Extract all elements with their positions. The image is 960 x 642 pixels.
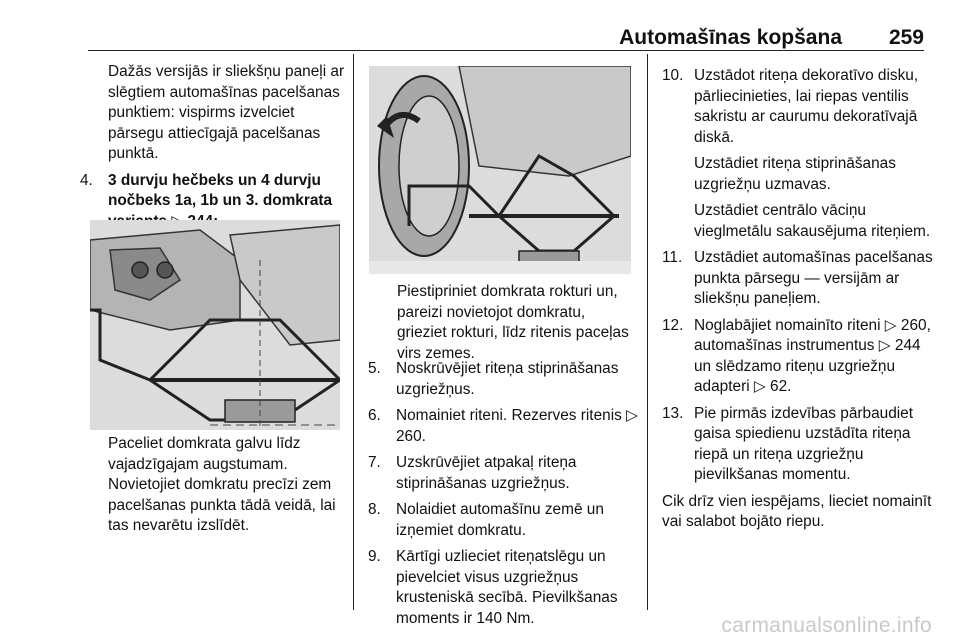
step-6: 6. Nomainiet riteni. Rezerves ritenis ▷ 260. <box>368 407 638 445</box>
column-3 <box>662 66 934 539</box>
step-12: 12. Noglabājiet nomainīto riteni ▷ 260, automašīnas instrumentus ▷ 244 un slēdzamo riteņu uzgriežņu adapteri ▷ 62. <box>662 316 931 395</box>
section-title: Automašīnas kopšana <box>619 26 842 49</box>
column-1 <box>80 62 345 238</box>
step-5: 5. Noskrūvējiet riteņa stiprināšanas uzgriežņus. <box>368 360 619 398</box>
column-2 <box>397 282 637 370</box>
watermark: carmanualsonline.info <box>721 614 932 637</box>
page-header <box>0 26 960 52</box>
step-13: 13. Pie pirmās izdevības pārbaudiet gaisa spiedienu uzstādīta riteņa riepā un riteņa uzgriežņu pievilkšanas momentu. <box>662 404 914 483</box>
after-figure-paragraph: Piestipriniet domkrata rokturi un, pareizi novietojot domkratu, grieziet rokturi, līdz ritenis paceļas virs zemes. <box>397 283 629 362</box>
step-10: 10. Uzstādot riteņa dekoratīvo disku, pārliecinieties, lai riepas ventilis sakristu ar caurumu dekoratīvajā diskā. Uzstādiet riteņa stiprināšanas uzgriežņu uzmavas. Uzstādiet centrālo vāciņu vieglmetālu sakausējuma riteņiem. <box>662 67 931 240</box>
step-7: 7. Uzskrūvējiet atpakaļ riteņa stiprināšanas uzgriežņus. <box>368 454 577 492</box>
jack-lifting-illustration <box>369 66 631 274</box>
header-rule <box>88 50 924 51</box>
step-9: 9. Kārtīgi uzlieciet riteņatslēgu un pievelciet visus uzgriežņus krusteniskā secībā. Pievilkšanas moments ir 140 Nm. <box>368 548 618 627</box>
page-number: 259 <box>888 26 924 49</box>
step-11: 11. Uzstādiet automašīnas pacelšanas punkta pārsegu — versijām ar sliekšņu paneļiem. <box>662 249 933 307</box>
column-2-steps <box>368 359 640 635</box>
column-1-after-figure <box>108 434 348 543</box>
after-figure-paragraph: Paceliet domkrata galvu līdz vajadzīgajam augstumam. Novietojiet domkratu precīzi zem pacelšanas punkta tādā veidā, lai tas nevarētu izslīdēt. <box>108 435 336 534</box>
column-divider-2 <box>647 54 648 610</box>
step-4-heading: 3 durvju hečbeks un 4 durvju nočbeks 1a, 1b un 3. domkrata <box>108 171 333 209</box>
closing-paragraph: Cik drīz vien iespējams, lieciet nomainīt vai salabot bojāto riepu. <box>662 492 932 530</box>
jack-lifting-figure <box>369 66 631 274</box>
step-8: 8. Nolaidiet automašīnu zemē un izņemiet domkratu. <box>368 501 604 539</box>
jack-closeup-figure <box>90 220 340 430</box>
step-number: 4. <box>80 171 93 189</box>
column-divider-1 <box>353 54 354 610</box>
jack-closeup-illustration <box>90 220 340 430</box>
intro-paragraph: Dažās versijās ir sliekšņu paneļi ar slēgtiem automašīnas pacelšanas punktiem: vispirms izvelciet pārsegu attiecīgajā pacelšanas punktā. <box>108 63 345 162</box>
